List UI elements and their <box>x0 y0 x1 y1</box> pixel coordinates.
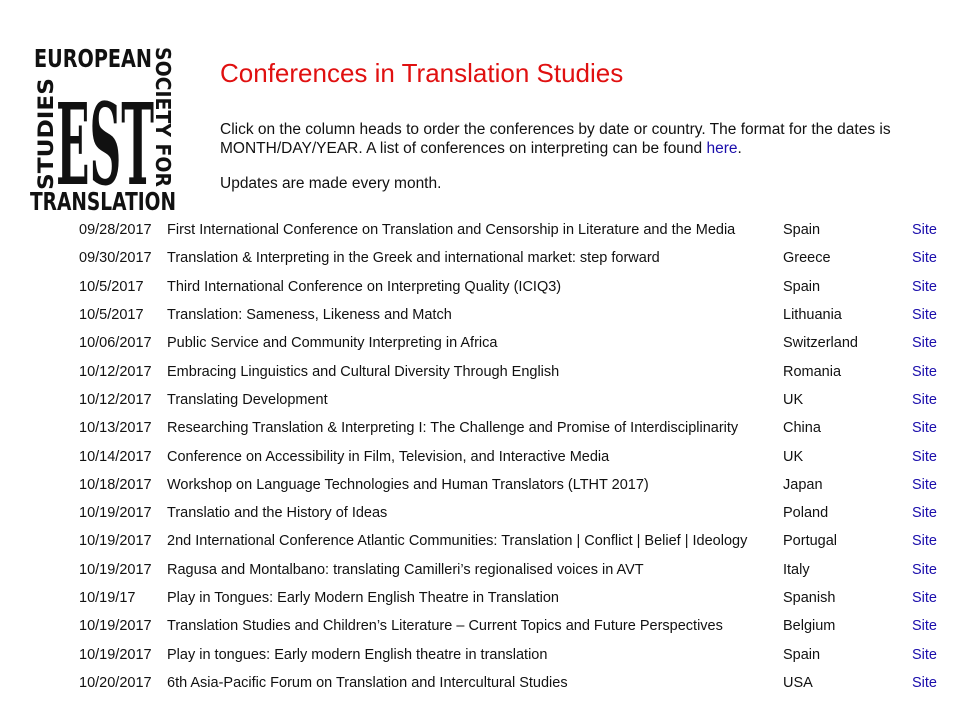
site-link[interactable]: Site <box>912 307 937 324</box>
conference-name: Play in tongues: Early modern English theatre in translation <box>167 646 548 663</box>
table-row <box>74 329 942 357</box>
conference-name: 6th Asia-Pacific Forum on Translation and Intercultural Studies <box>167 674 568 691</box>
site-link[interactable]: Site <box>912 561 937 578</box>
table-row <box>74 216 942 244</box>
intro-text: Click on the column heads to order the conferences by date or country. The format for the dates is MONTH/DAY/YEAR. A list of conferences on interpreting can be found <box>220 121 891 157</box>
conference-name: Third International Conference on Interpreting Quality (ICIQ3) <box>167 278 562 295</box>
logo-text-center: EST <box>56 80 154 211</box>
conference-date: 10/19/2017 <box>79 505 152 522</box>
table-row <box>74 612 942 640</box>
conference-country: Portugal <box>783 533 838 550</box>
conference-name: Translation: Sameness, Likeness and Match <box>167 307 452 324</box>
conferences-table-body <box>74 216 942 697</box>
conference-name: Conference on Accessibility in Film, Television, and Interactive Media <box>167 448 610 465</box>
table-row <box>74 584 942 612</box>
table-row <box>74 669 942 697</box>
table-row <box>74 273 942 301</box>
conference-date: 10/13/2017 <box>79 420 152 437</box>
conference-country: Belgium <box>783 618 836 635</box>
conference-site-cell <box>892 244 942 272</box>
site-link[interactable]: Site <box>912 222 937 239</box>
conference-name: Translatio and the History of Ideas <box>167 505 388 522</box>
table-row <box>74 471 942 499</box>
site-link[interactable]: Site <box>912 674 937 691</box>
conference-name: Ragusa and Montalbano: translating Camilleri’s regionalised voices in AVT <box>167 561 644 578</box>
conference-site-cell <box>892 357 942 385</box>
logo-text-top: EUROPEAN <box>34 44 152 73</box>
site-link[interactable]: Site <box>912 476 937 493</box>
conference-site-cell <box>892 556 942 584</box>
conference-name: Play in Tongues: Early Modern English Theatre in Translation <box>167 590 559 606</box>
conference-date: 10/12/2017 <box>79 363 152 380</box>
site-link[interactable]: Site <box>912 448 937 465</box>
conference-name: Workshop on Language Technologies and Human Translators (LTHT 2017) <box>167 476 649 493</box>
table-row <box>74 414 942 442</box>
site-link[interactable]: Site <box>912 420 937 437</box>
conference-site-cell <box>892 442 942 470</box>
conference-site-cell <box>892 669 942 697</box>
conference-date: 10/06/2017 <box>79 335 152 352</box>
table-row <box>74 499 942 527</box>
conference-country: USA <box>783 674 813 691</box>
conference-country: UK <box>783 448 804 465</box>
table-row <box>74 527 942 555</box>
conference-country: China <box>783 420 821 437</box>
page-title: Conferences in Translation Studies <box>220 58 624 88</box>
conference-site-cell <box>892 414 942 442</box>
site-link[interactable]: Site <box>912 618 937 635</box>
updates-note: Updates are made every month. <box>220 175 442 192</box>
conference-date: 10/19/2017 <box>79 618 152 635</box>
conference-country: Spain <box>783 646 821 663</box>
conference-site-cell <box>892 471 942 499</box>
site-link[interactable]: Site <box>912 363 937 380</box>
conference-name: Translation & Interpreting in the Greek and international market: step forward <box>167 250 660 267</box>
conference-name: Researching Translation & Interpreting I: The Challenge and Promise of Interdisciplinarity <box>167 420 739 437</box>
conference-date: 10/19/2017 <box>79 646 152 663</box>
intro-paragraph <box>220 120 932 158</box>
conference-date: 10/19/17 <box>79 590 136 606</box>
table-row <box>74 556 942 584</box>
conference-date: 10/5/2017 <box>79 307 144 324</box>
conference-date: 10/12/2017 <box>79 391 152 408</box>
conference-site-cell <box>892 386 942 414</box>
intro-section <box>220 120 932 193</box>
conference-date: 10/20/2017 <box>79 674 152 691</box>
site-link[interactable]: Site <box>912 250 937 267</box>
conference-country: Japan <box>783 476 823 493</box>
conference-country: Spain <box>783 222 821 239</box>
conference-name: Translation Studies and Children’s Literature – Current Topics and Future Perspectives <box>167 618 723 635</box>
conference-date: 10/14/2017 <box>79 448 152 465</box>
conference-country: UK <box>783 391 804 408</box>
conference-site-cell <box>892 329 942 357</box>
conference-site-cell <box>892 527 942 555</box>
logo-text-left: STUDIES <box>34 88 58 190</box>
conference-date: 10/19/2017 <box>79 561 152 578</box>
conference-date: 09/30/2017 <box>79 250 152 267</box>
conference-site-cell <box>892 584 942 612</box>
site-link[interactable]: Site <box>912 391 937 408</box>
conference-country: Greece <box>783 250 831 267</box>
logo-text-right: SOCIETY FOR <box>151 47 175 196</box>
table-row <box>74 442 942 470</box>
conference-country: Romania <box>783 363 842 380</box>
conference-country: Spanish <box>783 590 836 606</box>
conference-site-cell <box>892 273 942 301</box>
table-row <box>74 244 942 272</box>
site-link[interactable]: Site <box>912 335 937 352</box>
conference-country: Poland <box>783 505 829 522</box>
conference-date: 10/19/2017 <box>79 533 152 550</box>
conference-date: 10/5/2017 <box>79 278 144 295</box>
conference-site-cell <box>892 612 942 640</box>
site-link[interactable]: Site <box>912 505 937 522</box>
conference-country: Italy <box>783 561 810 578</box>
conference-country: Lithuania <box>783 307 842 324</box>
conference-site-cell <box>892 640 942 668</box>
est-logo <box>28 42 180 214</box>
conference-site-cell <box>892 216 942 244</box>
conference-date: 10/18/2017 <box>79 476 152 493</box>
table-row <box>74 386 942 414</box>
conference-site-cell <box>892 301 942 329</box>
conference-country: Switzerland <box>783 335 858 352</box>
conference-date: 09/28/2017 <box>79 222 152 239</box>
intro-end: . <box>737 140 742 157</box>
conference-name: Public Service and Community Interpreting in Africa <box>167 335 498 352</box>
conference-site-cell <box>892 499 942 527</box>
logo-text-bottom: TRANSLATION <box>30 187 176 214</box>
table-row <box>74 301 942 329</box>
site-link[interactable]: Site <box>912 590 937 606</box>
site-link[interactable]: Site <box>912 533 937 550</box>
conference-name: Embracing Linguistics and Cultural Diversity Through English <box>167 363 560 380</box>
conferences-table <box>74 216 942 697</box>
conference-name: First International Conference on Translation and Censorship in Literature and the Media <box>167 222 736 239</box>
site-link[interactable]: Site <box>912 646 937 663</box>
interpreting-conferences-link[interactable]: here <box>706 140 738 157</box>
est-logo-graphic <box>28 42 180 214</box>
conference-country: Spain <box>783 278 821 295</box>
table-row <box>74 357 942 385</box>
conference-name: 2nd International Conference Atlantic Communities: Translation | Conflict | Belief | Ideology <box>167 533 748 550</box>
site-link[interactable]: Site <box>912 278 937 295</box>
table-row <box>74 640 942 668</box>
conference-name: Translating Development <box>167 391 328 408</box>
